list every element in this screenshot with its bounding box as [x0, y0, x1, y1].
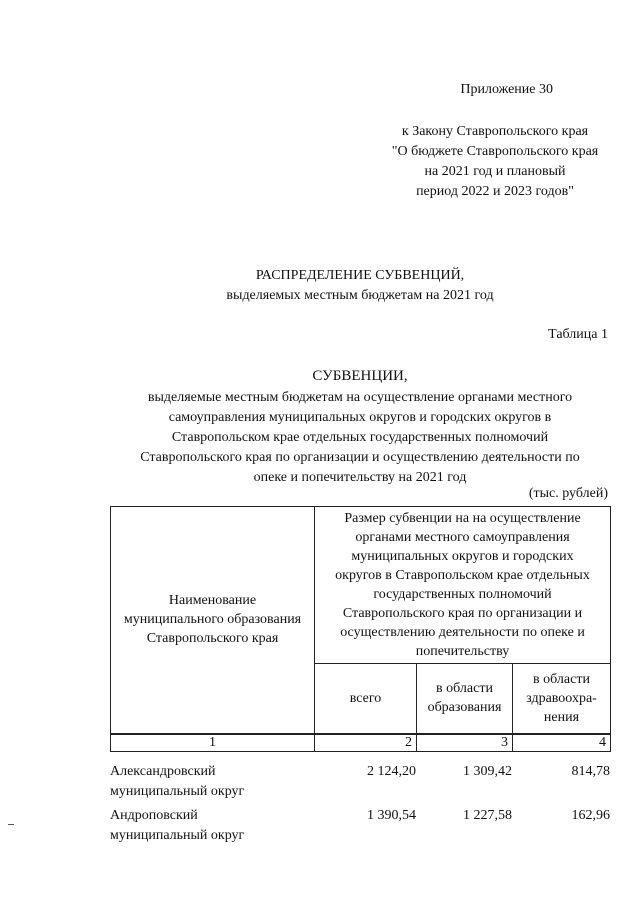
subtitle-block	[110, 366, 610, 488]
subtitle-line: выделяемые местным бюджетам на осуществление органами местного	[147, 390, 573, 405]
value-health: 814,78	[571, 764, 610, 779]
law-reference	[360, 122, 610, 202]
appendix-block	[360, 80, 610, 202]
table-row	[110, 806, 610, 846]
column-number: 3	[417, 734, 513, 752]
value-total: 1 390,54	[367, 808, 416, 823]
sub-header-education: в области образования	[417, 664, 513, 734]
main-title	[140, 266, 580, 306]
value-health: 162,96	[571, 808, 610, 823]
law-line: к Закону Ставропольского края	[401, 124, 589, 139]
value-education: 1 309,42	[463, 764, 512, 779]
municipality-name: Андроповский муниципальный округ	[110, 808, 245, 843]
sub-header-total: всего	[315, 664, 417, 734]
law-line: "О бюджете Ставропольского края	[391, 144, 599, 159]
value-total: 2 124,20	[367, 764, 416, 779]
table-number: Таблица 1	[548, 327, 608, 342]
appendix-title: Приложение 30	[460, 82, 553, 97]
law-line: период 2022 и 2023 годов"	[416, 184, 574, 199]
table-body	[110, 762, 610, 846]
subtitle-line: самоуправления муниципальных округов и городских округов в	[168, 410, 552, 425]
column-numbers-row	[111, 734, 611, 752]
column-number: 4	[513, 734, 611, 752]
column-number: 1	[111, 734, 315, 752]
main-title-line: РАСПРЕДЕЛЕНИЕ СУБВЕНЦИЙ,	[255, 268, 465, 283]
scan-mark	[8, 824, 14, 825]
subtitle-line: Ставропольском крае отдельных государственных полномочий	[171, 430, 549, 445]
group-header: Размер субвенции на на осуществление органами местного самоуправления муниципальных округов и городских округов в Ставропольском крае отдельных государственных полномочий Ставропольского края по организации и осуществлению деятельности по опеке и попечительству	[315, 507, 611, 664]
subventions-table-header	[110, 506, 611, 752]
column-number: 2	[315, 734, 417, 752]
sub-header-health: в области здравоохра- нения	[513, 664, 611, 734]
main-title-line: выделяемых местным бюджетам на 2021 год	[226, 288, 494, 303]
municipality-name: Александровский муниципальный округ	[110, 764, 245, 799]
subtitle-line: Ставропольского края по организации и осуществлению деятельности по	[140, 450, 580, 465]
law-line: на 2021 год и плановый	[424, 164, 566, 179]
subtitle-heading: СУБВЕНЦИИ,	[312, 368, 408, 384]
value-education: 1 227,58	[463, 808, 512, 823]
units-label: (тыс. рублей)	[528, 486, 608, 501]
subtitle-line: опеке и попечительству на 2021 год	[253, 470, 467, 485]
table-row	[110, 762, 610, 802]
col-name-header: Наименование муниципального образования Ставропольского края	[111, 507, 315, 734]
